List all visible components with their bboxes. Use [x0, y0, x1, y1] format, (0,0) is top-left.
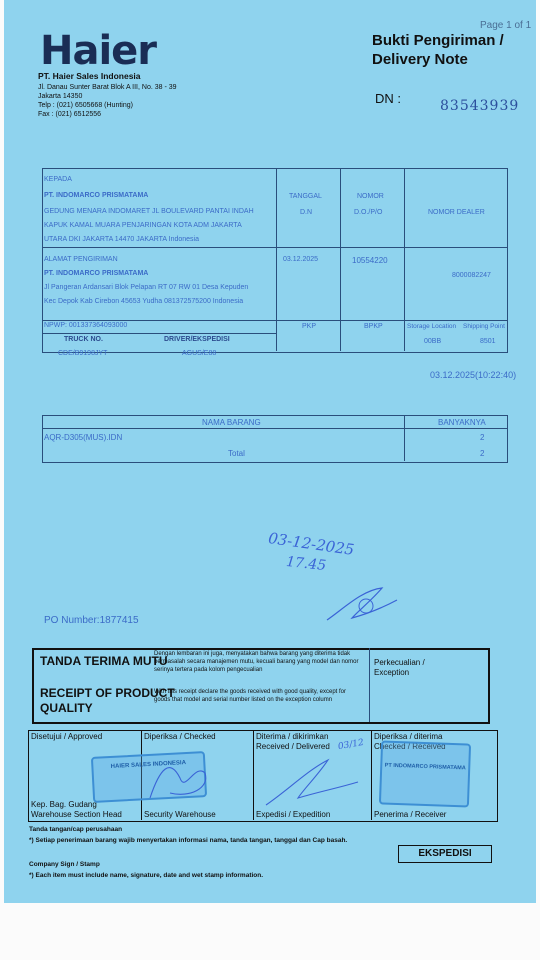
- page-indicator: Page 1 of 1: [480, 20, 532, 31]
- item-name: AQR-D305(MUS).IDN: [44, 433, 123, 442]
- sig-received-label: Diperiksa / diterima Checked / Received: [374, 732, 446, 751]
- tanda-terima-text: Dengan lembaran ini juga, menyatakan bahwa barang yang diterima tidak bermasalah secara manajemen mutu, kecuali barang yang model dan nomor serinya tertera pada kolom pengecualian: [154, 651, 359, 673]
- total-label: Total: [228, 449, 245, 458]
- footer-note-1: *) Setiap penerimaan barang wajib menyertakan informasi nama, tanda tangan, tanggal dan Cap basah.: [29, 837, 348, 844]
- recipient-address-2: KAPUK KAMAL MUARA PENJARINGAN KOTA ADM JAKARTA: [44, 222, 242, 229]
- company-fax: Fax : (021) 6512556: [38, 111, 102, 118]
- expedition-signature: [258, 750, 368, 810]
- company-address-line-1: Jl. Danau Sunter Barat Blok A III, No. 38 - 39: [38, 84, 177, 91]
- shipping-address-1: Jl Pangeran Ardansari Blok Pelapan RT 07 RW 01 Desa Kepuden: [44, 284, 249, 291]
- sig-expedition-label: Expedisi / Expedition: [256, 810, 331, 819]
- tanggal-sub: D.N: [300, 209, 313, 216]
- receiver-stamp: [379, 740, 471, 807]
- document-title-line-1: Bukti Pengiriman /: [372, 32, 504, 49]
- receipt-title-line-1: RECEIPT OF PRODUCT: [40, 686, 175, 700]
- shipping-point-label: Shipping Point: [463, 323, 505, 330]
- handwritten-received-date: 03/12: [337, 737, 365, 753]
- receipt-mid-border: [369, 648, 370, 724]
- sig-divider-2: [253, 730, 254, 820]
- dealer-number: 8000082247: [452, 272, 491, 279]
- footer-sign-label-en: Company Sign / Stamp: [29, 861, 100, 868]
- recipient-address-1: GEDUNG MENARA INDOMARET JL BOULEVARD PANTAI INDAH: [44, 208, 254, 215]
- security-signature: [140, 748, 220, 808]
- handwritten-signature-main: [322, 580, 402, 630]
- npwp: NPWP: 001337364093000: [44, 322, 128, 329]
- warehouse-stamp-text: HAIER SALES INDONESIA: [110, 760, 187, 770]
- items-divider: [404, 415, 405, 461]
- pkp-label: PKP: [302, 323, 317, 330]
- nomor-label: NOMOR: [357, 193, 384, 200]
- recipient-name: PT. INDOMARCO PRISMATAMA: [44, 192, 149, 199]
- shipping-point-value: 8501: [480, 338, 496, 345]
- storage-location-label: Storage Location: [407, 323, 457, 330]
- truck-number: CDE/B9198JYT: [58, 350, 108, 357]
- dn-number: 83543939: [440, 98, 520, 114]
- footer-sign-label: Tanda tangan/cap perusahaan: [29, 826, 123, 833]
- dn-label: DN :: [375, 91, 401, 106]
- order-number: 10554220: [352, 256, 388, 265]
- copy-label: EKSPEDISI: [398, 845, 492, 863]
- handwritten-date: 03-12-2025: [267, 529, 356, 559]
- nomor-dealer-label: NOMOR DEALER: [428, 209, 485, 216]
- driver-name: AGUS/E88: [182, 350, 217, 357]
- sig-approved-label: Disetujui / Approved: [31, 732, 103, 741]
- shipping-address-2: Kec Depok Kab Cirebon 45653 Yudha 081372575200 Indonesia: [44, 298, 244, 305]
- sig-delivered-label: Diterima / dikirimkan Received / Delivered: [256, 732, 330, 751]
- truck-label: TRUCK NO.: [64, 336, 103, 343]
- receipt-text: With this receipt declare the goods received with good quality, except for goods that model and serial number listed on the exception column: [154, 689, 346, 703]
- receipt-bottom-border: [32, 722, 490, 724]
- company-address-line-2: Jakarta 14350: [38, 93, 83, 100]
- footer-note-2: *) Each item must include name, signature, date and wet stamp information.: [29, 872, 264, 879]
- sig-checked-label: Diperiksa / Checked: [144, 732, 216, 741]
- po-number: PO Number:1877415: [44, 615, 139, 626]
- delivery-date: 03.12.2025: [283, 256, 319, 263]
- exception-label: Perkecualian / Exception: [374, 658, 425, 677]
- haier-logo: Haier: [40, 28, 157, 74]
- recipient-hline-2: [42, 320, 508, 321]
- company-phone: Telp : (021) 6505668 (Hunting): [38, 102, 133, 109]
- recipient-address-3: UTARA DKI JAKARTA 14470 JAKARTA Indonesia: [44, 236, 199, 243]
- col-nama-barang: NAMA BARANG: [202, 418, 261, 427]
- sig-receiver-label: Penerima / Receiver: [374, 810, 447, 819]
- col-banyaknya: BANYAKNYA: [438, 418, 486, 427]
- nomor-sub: D.O./P/O: [354, 209, 383, 216]
- items-hline: [42, 428, 508, 429]
- storage-location-value: 00BB: [424, 338, 442, 345]
- sig-divider-3: [371, 730, 372, 820]
- recipient-divider-1: [276, 168, 277, 351]
- receipt-right-border: [488, 648, 490, 724]
- recipient-divider-2: [340, 168, 341, 351]
- sig-security-label: Security Warehouse: [144, 810, 216, 819]
- receiver-stamp-text: PT INDOMARCO PRISMATAMA: [384, 762, 466, 772]
- recipient-hline-1: [42, 247, 508, 248]
- document-title: [372, 31, 504, 69]
- receipt-left-border: [32, 648, 34, 724]
- shipping-label: ALAMAT PENGIRIMAN: [44, 256, 118, 263]
- tanda-terima-title: TANDA TERIMA MUTU: [40, 654, 168, 668]
- recipient-hline-3: [42, 333, 276, 334]
- kepada-label: KEPADA: [44, 176, 72, 183]
- document-title-line-2: Delivery Note: [372, 51, 468, 68]
- receipt-title-line-2: QUALITY: [40, 701, 93, 715]
- total-qty: 2: [480, 449, 485, 458]
- shipping-name: PT. INDOMARCO PRISMATAMA: [44, 270, 149, 277]
- company-name: PT. Haier Sales Indonesia: [38, 71, 141, 81]
- print-timestamp: 03.12.2025(10:22:40): [430, 370, 517, 380]
- driver-label: DRIVER/EKSPEDISI: [164, 336, 230, 343]
- bpkp-label: BPKP: [364, 323, 383, 330]
- item-qty: 2: [480, 433, 485, 442]
- recipient-divider-3: [404, 168, 405, 351]
- sig-warehouse-head-label: Kep. Bag. Gudang Warehouse Section Head: [31, 800, 122, 819]
- tanggal-label: TANGGAL: [289, 193, 322, 200]
- handwritten-time: 17.45: [285, 553, 327, 575]
